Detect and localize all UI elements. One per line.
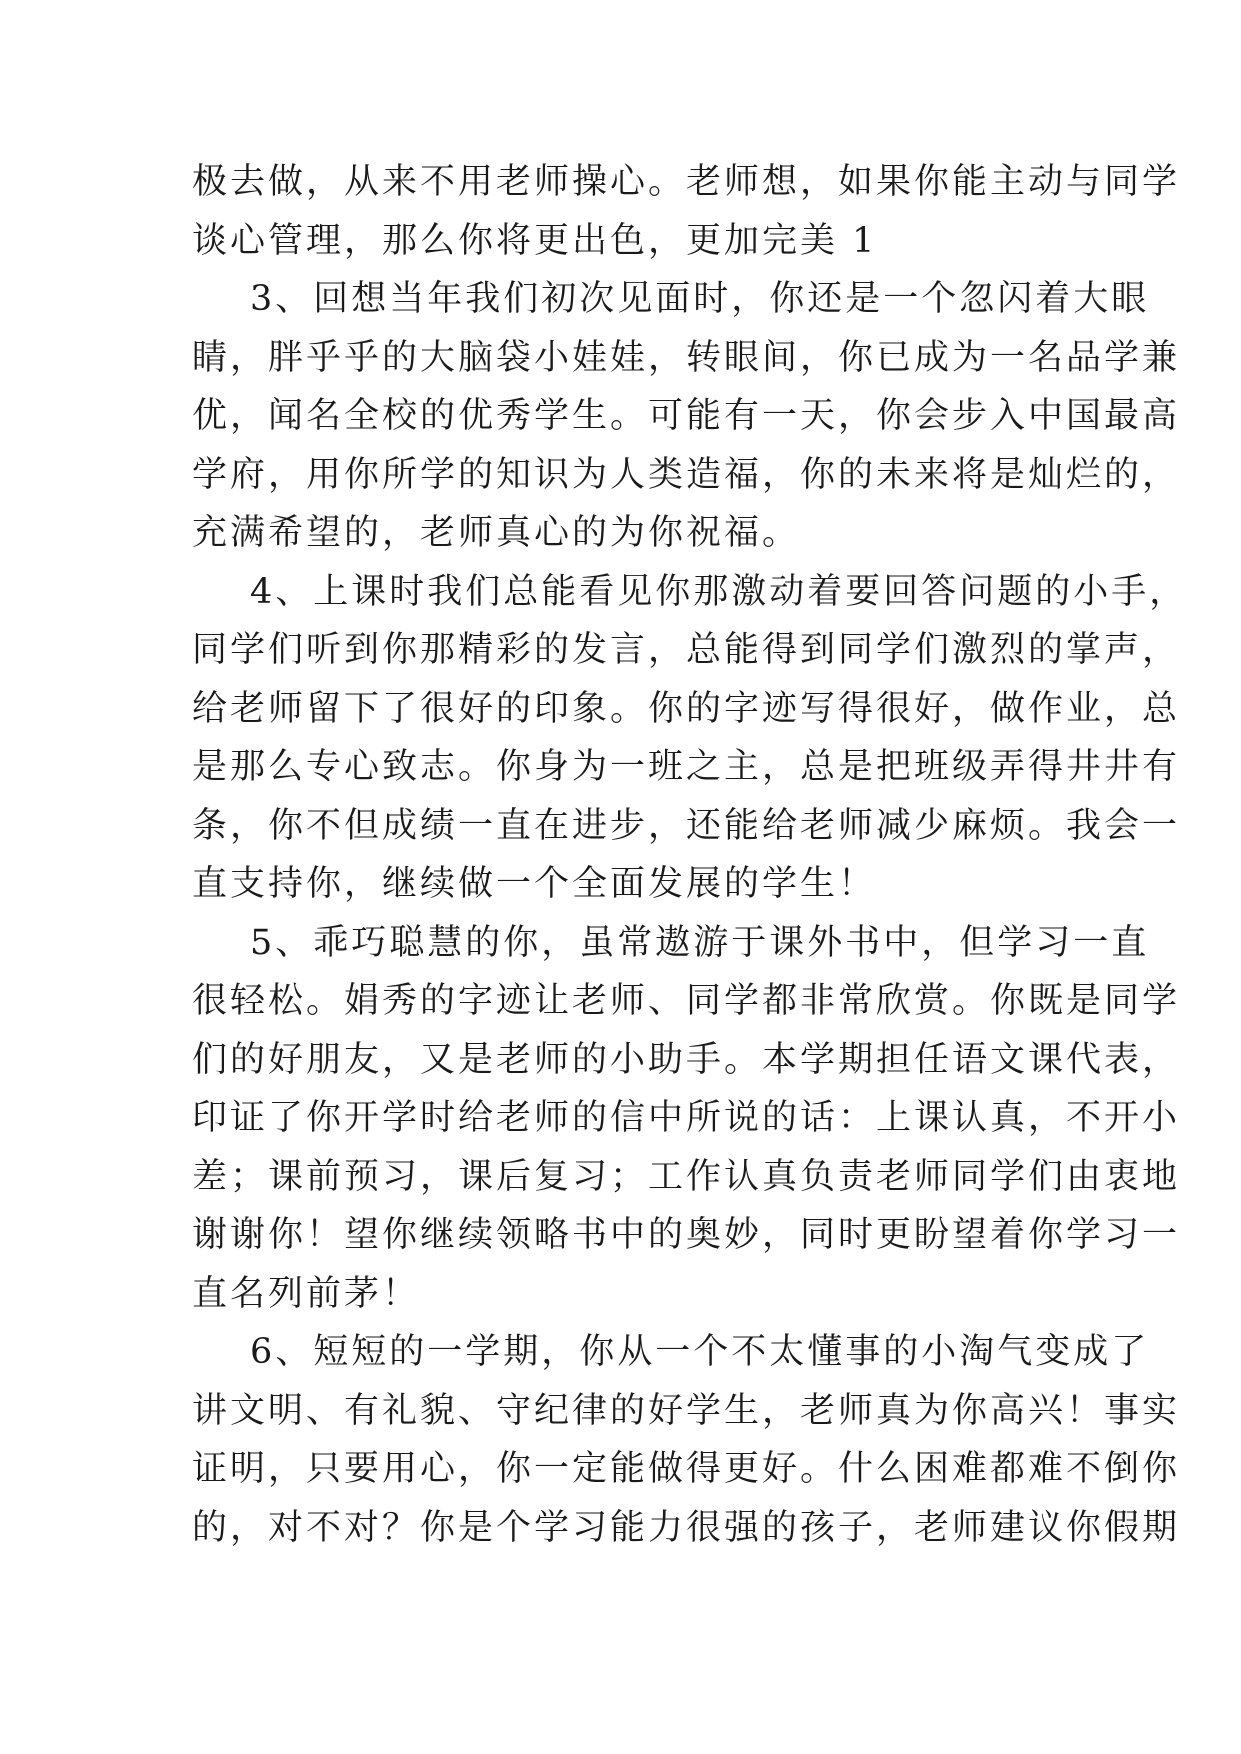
document-body-text <box>192 153 1188 1557</box>
text-line: 很轻松。娟秀的字迹让老师、同学都非常欣赏。你既是同学 <box>192 981 1181 1021</box>
text-line: 优，闻名全校的优秀学生。可能有一天，你会步入中国最高 <box>192 396 1181 436</box>
text-line: 条，你不但成绩一直在进步，还能给老师减少麻烦。我会一 <box>192 805 1181 846</box>
text-line: 直名列前茅！ <box>192 1273 421 1314</box>
text-line: 学府，用你所学的知识为人类造福，你的未来将是灿烂的， <box>192 454 1181 495</box>
paragraph-first-line: 5、乖巧聪慧的你，虽常遨游于课外书中，但学习一直 <box>250 922 1150 963</box>
text-line: 谢谢你！望你继续领略书中的奥妙，同时更盼望着你学习一 <box>192 1215 1181 1255</box>
text-line: 差；课前预习，课后复习；工作认真负责老师同学们由衷地 <box>192 1156 1181 1197</box>
text-line: 印证了你开学时给老师的信中所说的话：上课认真，不开小 <box>192 1098 1181 1138</box>
paragraph-first-line: 6、短短的一学期，你从一个不太懂事的小淘气变成了 <box>250 1332 1150 1372</box>
text-line: 证明，只要用心，你一定能做得更好。什么困难都难不倒你 <box>192 1449 1181 1489</box>
text-line: 充满希望的，老师真心的为你祝福。 <box>192 513 801 553</box>
text-line: 是那么专心致志。你身为一班之主，总是把班级弄得井井有 <box>192 747 1181 787</box>
text-line: 们的好朋友，又是老师的小助手。本学期担任语文课代表， <box>192 1039 1181 1080</box>
text-line: 讲文明、有礼貌、守纪律的好学生，老师真为你高兴！事实 <box>192 1390 1181 1431</box>
text-line: 直支持你，继续做一个全面发展的学生！ <box>192 864 877 904</box>
text-line: 的，对不对？你是个学习能力很强的孩子，老师建议你假期 <box>192 1507 1181 1548</box>
text-line: 给老师留下了很好的印象。你的字迹写得很好，做作业，总 <box>192 688 1181 729</box>
paragraph-first-line: 4、上课时我们总能看见你那激动着要回答问题的小手， <box>250 571 1188 612</box>
paragraph-first-line: 3、回想当年我们初次见面时，你还是一个忽闪着大眼 <box>250 279 1150 319</box>
text-line: 同学们听到你那精彩的发言，总能得到同学们激烈的掌声， <box>192 630 1181 670</box>
text-line: 睛，胖乎乎的大脑袋小娃娃，转眼间，你已成为一名品学兼 <box>192 337 1181 378</box>
text-line: 谈心管理，那么你将更出色，更加完美 1 <box>192 220 878 261</box>
text-line: 极去做，从来不用老师操心。老师想，如果你能主动与同学 <box>192 162 1181 202</box>
